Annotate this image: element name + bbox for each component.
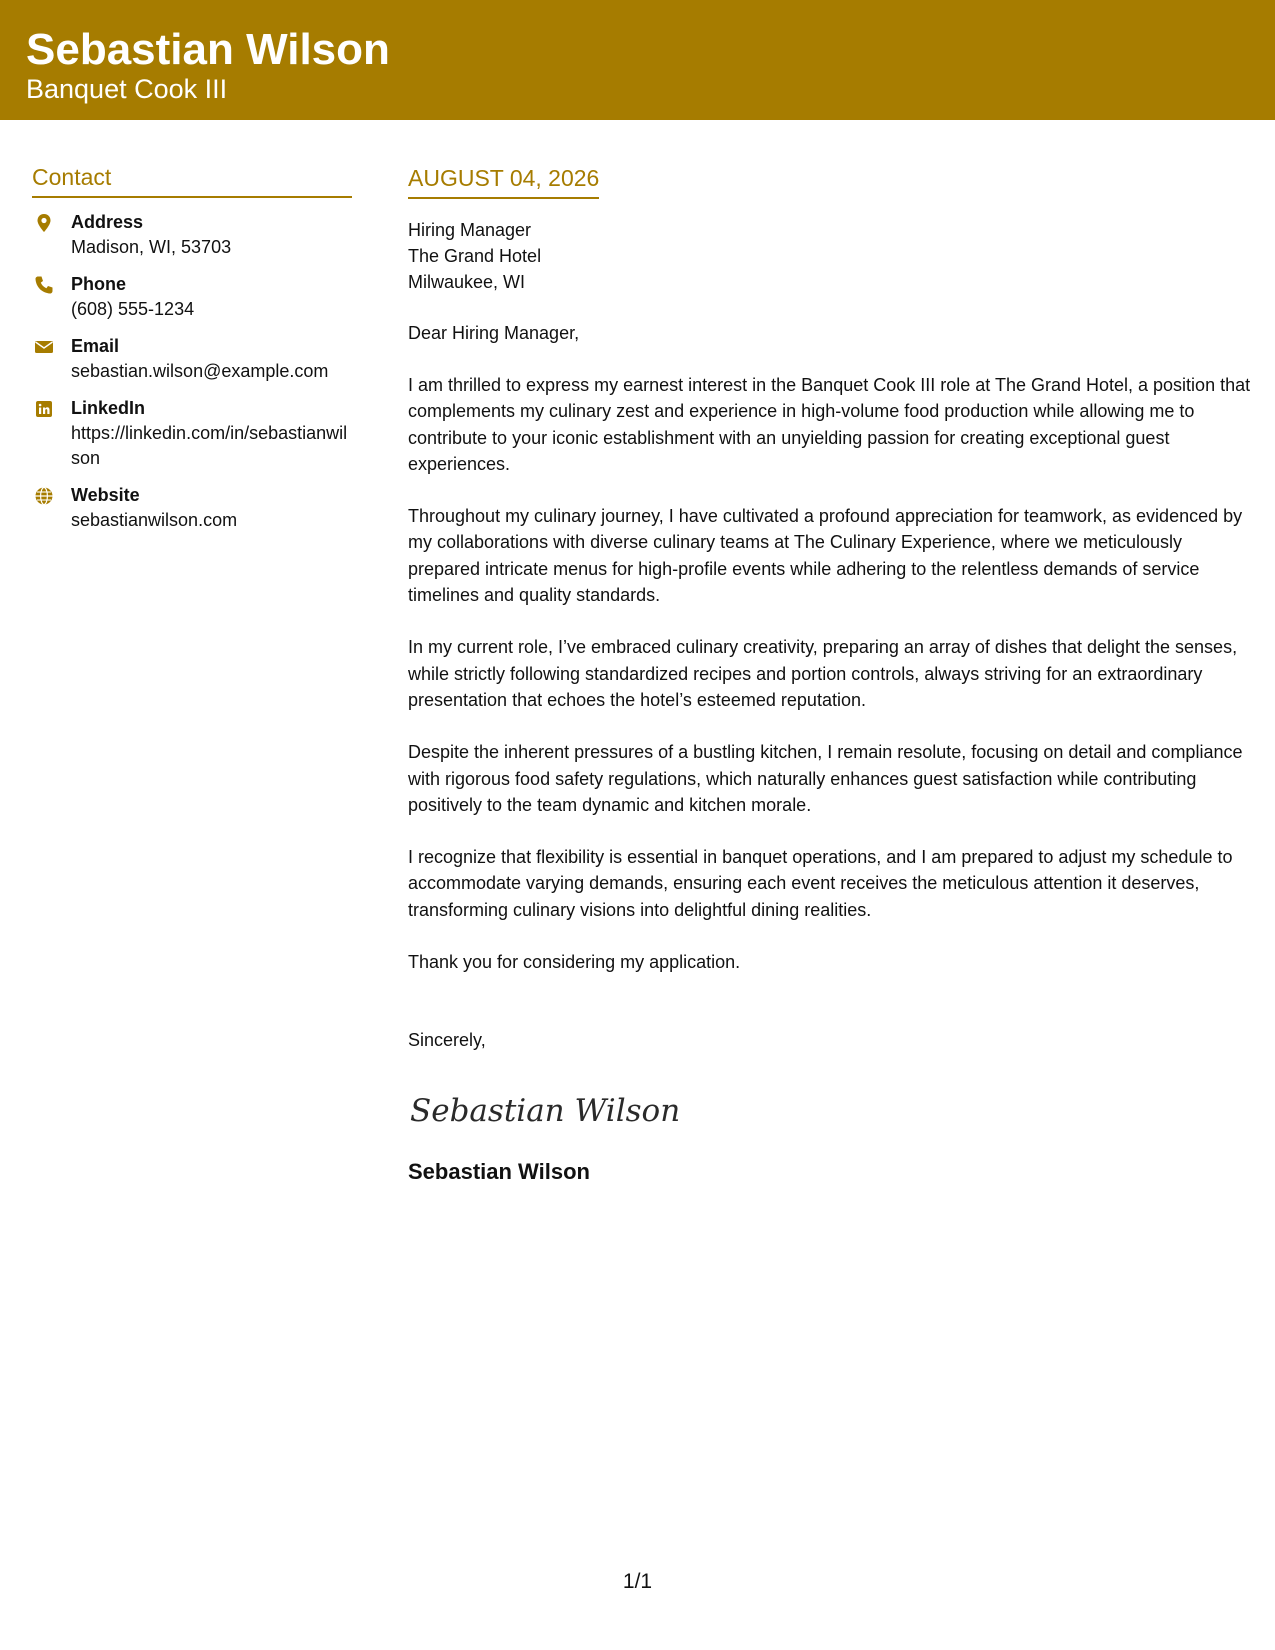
contact-item-website bbox=[32, 483, 352, 533]
contact-label: Website bbox=[71, 485, 140, 505]
contact-item-linkedin bbox=[32, 396, 352, 471]
letter-body bbox=[408, 162, 1258, 1187]
globe-icon bbox=[34, 486, 54, 506]
contact-label: Phone bbox=[71, 274, 127, 294]
linkedin-icon bbox=[34, 399, 54, 419]
contact-value: sebastianwilson.com bbox=[71, 510, 238, 530]
contact-item-phone bbox=[32, 272, 352, 322]
header-banner bbox=[0, 0, 1275, 120]
contact-heading: Contact bbox=[32, 160, 352, 198]
recipient-title: Hiring Manager bbox=[408, 220, 532, 240]
letter-date: AUGUST 04, 2026 bbox=[408, 165, 600, 191]
date-block bbox=[408, 162, 599, 199]
body-paragraph: Throughout my culinary journey, I have cultivated a profound appreciation for teamwork, as evidenced by my collaborations with diverse culinary teams at The Culinary Experience, where we meticulously prepared intricate menus for high-profile events while adhering to the relentless demands of service timelines and quality standards. bbox=[408, 506, 1243, 606]
recipient-location: Milwaukee, WI bbox=[408, 272, 526, 292]
signer-name: Sebastian Wilson bbox=[408, 1159, 590, 1185]
contact-value: (608) 555-1234 bbox=[71, 299, 195, 319]
contact-sidebar bbox=[32, 160, 352, 545]
body-paragraph: Despite the inherent pressures of a bustling kitchen, I remain resolute, focusing on detail and compliance with rigorous food safety regulations, which naturally enhances guest satisfaction while contributing positively to the team dynamic and kitchen morale. bbox=[408, 742, 1243, 815]
map-pin-icon bbox=[34, 213, 54, 233]
contact-item-email bbox=[32, 334, 352, 384]
contact-label: LinkedIn bbox=[71, 398, 146, 418]
contact-value: https://linkedin.com/in/sebastianwilson bbox=[71, 423, 348, 468]
body-paragraph: I am thrilled to express my earnest interest in the Banquet Cook III role at The Grand Hotel, a position that complements my culinary zest and experience in high-volume food production while allowing me to contribute to your iconic establishment with an unyielding passion for creating exceptional guest experiences. bbox=[408, 375, 1251, 474]
page-number: 1/1 bbox=[622, 1570, 653, 1593]
body-paragraph: In my current role, I’ve embraced culinary creativity, preparing an array of dishes that delight the senses, while strictly following standardized recipes and portion controls, always striving for an extraordinary presentation that echoes the hotel’s esteemed reputation. bbox=[408, 637, 1238, 710]
contact-value: Madison, WI, 53703 bbox=[71, 237, 232, 257]
recipient-block bbox=[408, 217, 1258, 295]
job-title: Banquet Cook III bbox=[26, 74, 228, 104]
contact-label: Email bbox=[71, 336, 120, 356]
body-paragraph: I recognize that flexibility is essential in banquet operations, and I am prepared to adjust my schedule to accommodate varying demands, ensuring each event receives the meticulous attention it deserves, transforming culinary visions into delightful dining realities. bbox=[408, 847, 1233, 920]
applicant-name: Sebastian Wilson bbox=[26, 25, 390, 74]
contact-value: sebastian.wilson@example.com bbox=[71, 361, 329, 381]
phone-icon bbox=[34, 275, 54, 295]
recipient-company: The Grand Hotel bbox=[408, 246, 542, 266]
thank-you-line: Thank you for considering my application. bbox=[408, 952, 741, 973]
contact-item-address bbox=[32, 210, 352, 260]
contact-label: Address bbox=[71, 212, 144, 232]
closing: Sincerely, bbox=[408, 1030, 486, 1051]
envelope-icon bbox=[34, 337, 54, 357]
salutation: Dear Hiring Manager, bbox=[408, 323, 580, 343]
signature-text: Sebastian Wilson bbox=[410, 1093, 678, 1130]
handwritten-signature bbox=[408, 1079, 1258, 1139]
